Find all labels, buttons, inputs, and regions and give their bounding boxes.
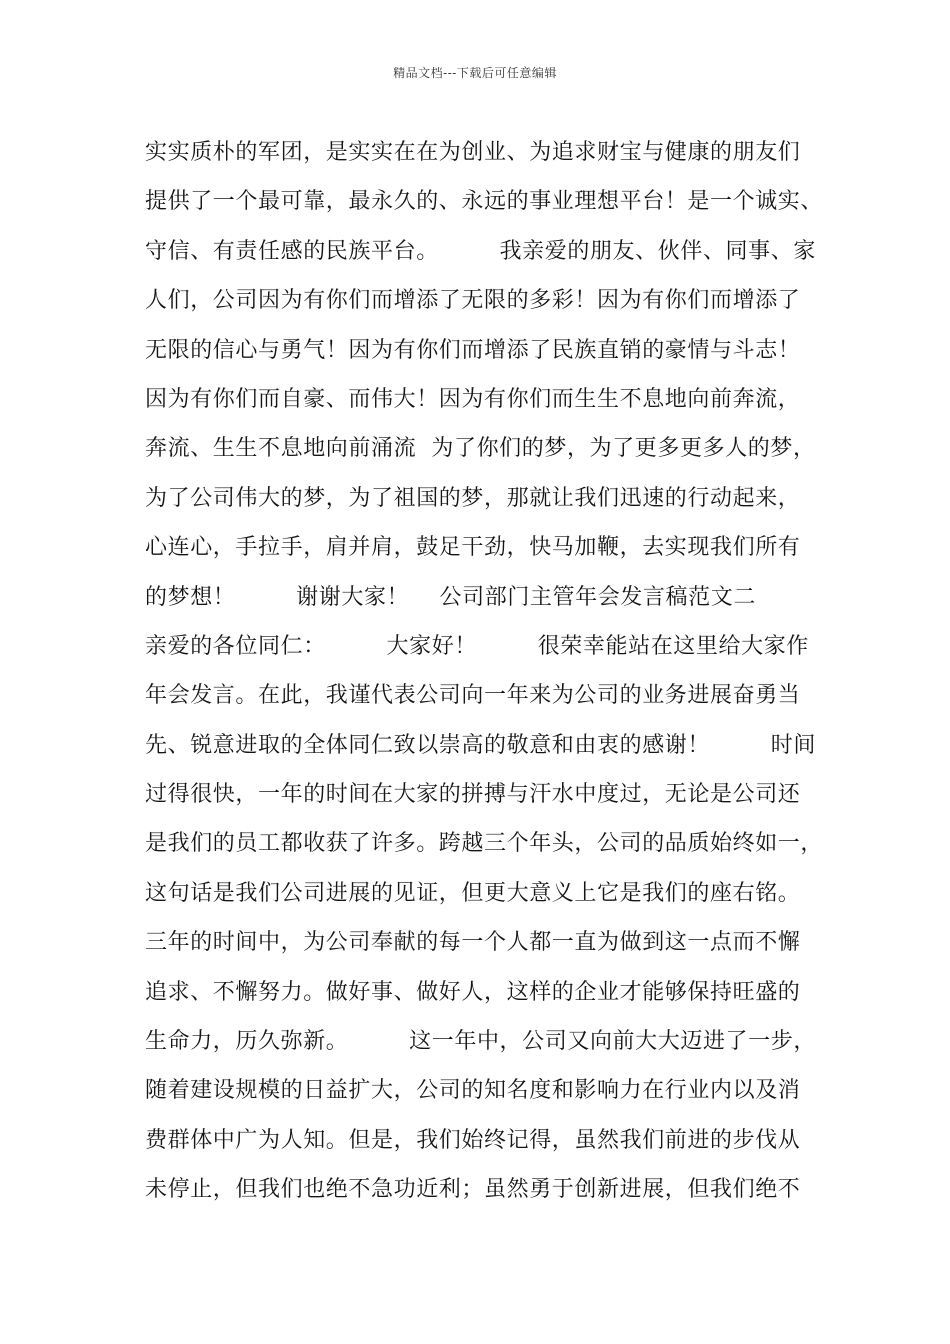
- text-line: 先、锐意进取的全体同仁致以崇高的敬意和由衷的感谢！ 时间: [145, 732, 816, 758]
- text-line: 是我们的员工都收获了许多。跨越三个年头，公司的品质始终如一，: [145, 831, 824, 857]
- text-line: 奔流、生生不息地向前涌流 为了你们的梦，为了更多更多人的梦，: [145, 436, 816, 462]
- text-line: 心连心，手拉手，肩并肩，鼓足干劲，快马加鞭，去实现我们所有: [145, 535, 801, 561]
- text-line: 亲爱的各位同仁： 大家好！ 很荣幸能站在这里给大家作: [145, 633, 809, 659]
- text-line: 因为有你们而自豪、而伟大！因为有你们而生生不息地向前奔流，: [145, 386, 801, 412]
- text-line: 实实质朴的军团，是实实在在为创业、为追求财宝与健康的朋友们: [145, 140, 801, 165]
- text-line: 追求、不懈努力。做好事、做好人，这样的企业才能够保持旺盛的: [145, 979, 801, 1005]
- page-header: 精品文档---下载后可任意编辑: [393, 66, 557, 80]
- text-line: 随着建设规模的日益扩大，公司的知名度和影响力在行业内以及消: [145, 1078, 801, 1104]
- text-line: 未停止，但我们也绝不急功近利；虽然勇于创新进展，但我们绝不: [145, 1177, 801, 1203]
- text-line: 过得很快，一年的时间在大家的拼搏与汗水中度过，无论是公司还: [145, 782, 801, 808]
- text-line: 费群体中广为人知。但是，我们始终记得，虽然我们前进的步伐从: [145, 1127, 801, 1153]
- text-line: 为了公司伟大的梦，为了祖国的梦，那就让我们迅速的行动起来，: [145, 485, 801, 511]
- text-line: 三年的时间中，为公司奉献的每一个人都一直为做到这一点而不懈: [145, 930, 801, 956]
- text-line: 人们，公司因为有你们而增添了无限的多彩！因为有你们而增添了: [145, 288, 801, 314]
- text-line: 这句话是我们公司进展的见证，但更大意义上它是我们的座右铭。: [145, 880, 801, 906]
- text-line: 年会发言。在此，我谨代表公司向一年来为公司的业务进展奋勇当: [145, 683, 801, 709]
- text-line: 提供了一个最可靠，最永久的、永远的事业理想平台！是一个诚实、: [145, 189, 824, 215]
- text-line: 生命力，历久弥新。 这一年中，公司又向前大大迈进了一步，: [145, 1029, 816, 1055]
- text-line: 无限的信心与勇气！因为有你们而增添了民族直销的豪情与斗志！: [145, 337, 801, 363]
- text-line: 守信、有责任感的民族平台。 我亲爱的朋友、伙伴、同事、家: [145, 238, 816, 264]
- document-body: [145, 128, 835, 1215]
- text-line: 的梦想！ 谢谢大家！ 公司部门主管年会发言稿范文二: [145, 584, 756, 610]
